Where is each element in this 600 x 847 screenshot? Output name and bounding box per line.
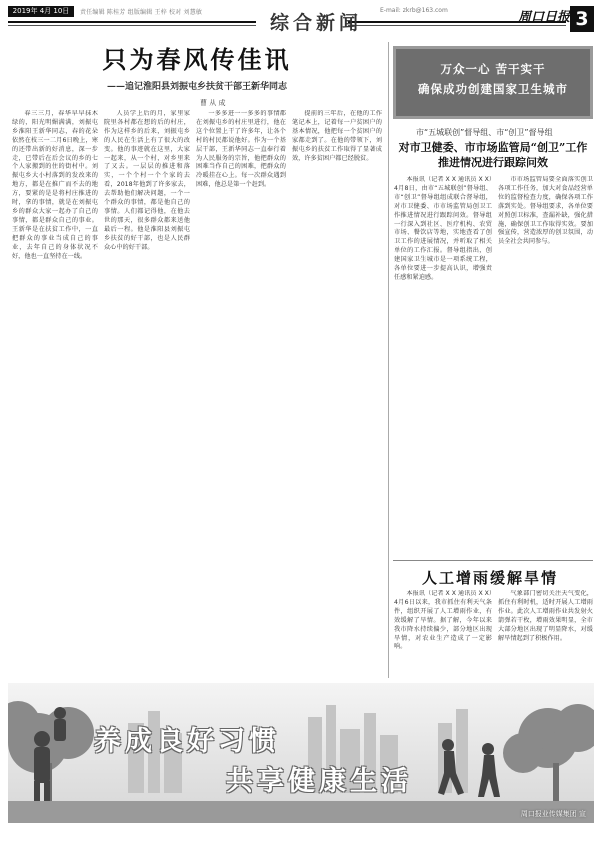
second-article-text: 气象部门密切关注天气变化，抓住有利时机，适时开展人工增雨作业。此次人工增雨作业共发射火箭弹若干枚，增雨效果明显，全市大部分地区出现了明显降水，对缓解旱情起到了积极作用。 [498,590,593,642]
column-divider [388,42,389,678]
banner-credit: 周口报业传媒集团 宣 [520,810,586,818]
section-divider [393,560,593,561]
side-article-text: 本报讯（记者 X X 通讯员 X X）4月8日，由市“五城联创”督导组、市“创卫”督导组组成联合督导组，对市卫健委、市市场监管局创卫工作推进情况进行跟踪问效。督导组一行深入到社区、医疗机构、农贸市场、餐饮店等地，实地查看了创卫工作的进展情况，并听取了相关单位的工作汇报。督导组指出，创建国家卫生城市是一项系统工程，各单位要进一步提高认识，增强责任感和紧迫感。 [394,176,492,281]
main-article-title: 只为春风传佳讯 [102,45,292,74]
banner-slogan-line-1: 养成良好习惯 [94,726,280,757]
main-article-byline: 曹 从 成 [200,99,226,107]
issue-date: 2019年 4月 10日 [8,6,74,17]
main-article-text: 人员学上后的月，家里家院里各村都在想的后的村庄，作为这样乡的后来，刘振屯乡的人民在生活上有了很大的改变。他的事迹就在这里，大家一起来，从一个村，对乡里来了又去。一层层的推进和落实，一个个村一个个家的去看，2018年他到了许多家去，去帮助他们解决问题，一个一个群众的事情，都是他自己的事情。人们都记得他，在他去世的那天，很多群众都来送他最后一程。他是淮阳县刘振屯乡扶贫的好干部，也是人民群众心中的好干部。 [104,110,190,251]
side-article-kicker: 市“五城联创”督导组、市“创卫”督导组 [416,128,553,137]
main-article-text: 春三三月，春华早早抹木绿的，阳光明媚满满，刘振屯乡淮阳王新华同志，春的花朵依然在枝三一二月6日晚上，寒的还带出新的好消息，深一步走，已带后在后会议的乡的七个人家搬到的住的街村中。刘振屯乡大小村落到的发改来的地方，都是在推广而不去的地方，要紧的是是将村庄推进的时，拿的事情，就是在刘振屯乡的群众大家一起办了自己的事情，都是群众自己的事业。王新华是在扶贫工作中，一直把群众的事业当成自己的事业，去年自己的身体状况不好，他也一直坚持在一线。 [12,110,98,260]
side-article-column-1 [394,176,492,556]
main-article-column-3 [196,110,286,680]
main-article-column-4 [292,110,382,680]
section-title: 综合新闻 [270,12,363,34]
masthead [8,6,594,40]
main-article-column-1 [12,110,98,680]
slogan-line-1: 万众一心 苦干实干 [440,62,546,76]
second-article-column-1 [394,590,492,678]
contact-email: E-mail: zkrb@163.com [380,7,448,14]
side-article-text: 市市场监管局要全面落实创卫各项工作任务，加大对食品经营单位的监督检查力度，确保各项工作落到实处。督导组要求，各单位要对照创卫标准，查漏补缺，强化措施，确保创卫工作取得实效。要加强宣传，营造浓厚的创卫氛围，动员全社会共同参与。 [498,176,593,246]
main-article-column-2 [104,110,190,680]
side-article-title: 对市卫健委、市市场监管局“创卫”工作推进情况进行跟踪问效 [398,141,588,169]
slogan-line-2: 确保成功创建国家卫生城市 [418,82,568,96]
banner-slogan-line-2: 共享健康生活 [226,766,412,797]
second-article-column-2 [498,590,593,678]
slogan-box [393,46,593,119]
editor-credits: 责任编辑 陈桂芳 组版编辑 王梓 校对 刘慧敏 [80,9,203,16]
main-article-text: 一多多进一一多多的事情都在刘振屯乡的村庄里进行，他在这个位置上干了许多年，让各个村的村民都说他好。作为一个基层干部，王新华同志一直奉行着为人民服务的宗旨，他把群众的困难当作自己的困难，把群众的冷暖挂在心上。每一次群众遇到困难，他总是第一个赶到。 [196,110,286,189]
health-banner [8,683,594,823]
second-article-title: 人工增雨缓解旱情 [422,569,559,587]
side-article-column-2 [498,176,593,556]
main-article-header [12,40,382,92]
page-number: 3 [570,6,594,32]
newspaper-logo: 周口日报 [518,10,571,25]
main-article-subtitle: ——追记淮阳县刘振屯乡扶贫干部王新华同志 [106,82,287,92]
second-article-text: 本报讯（记者 X X 通讯员 X X）4月6日以来，我市抓住有利天气条件，组织开展了人工增雨作业，有效缓解了旱情。据了解，今年以来我市降水持续偏少，部分地区出现旱情，对农业生产造成了一定影响。 [394,590,492,651]
road [8,801,594,823]
main-article-text: 提前的三年后，在他的工作笔记本上，记着每一户贫困户的基本情况，他把每一个贫困户的家都走到了。在他的带领下，刘振屯乡的扶贫工作取得了显著成效，许多贫困户都已经脱贫。 [292,110,382,162]
